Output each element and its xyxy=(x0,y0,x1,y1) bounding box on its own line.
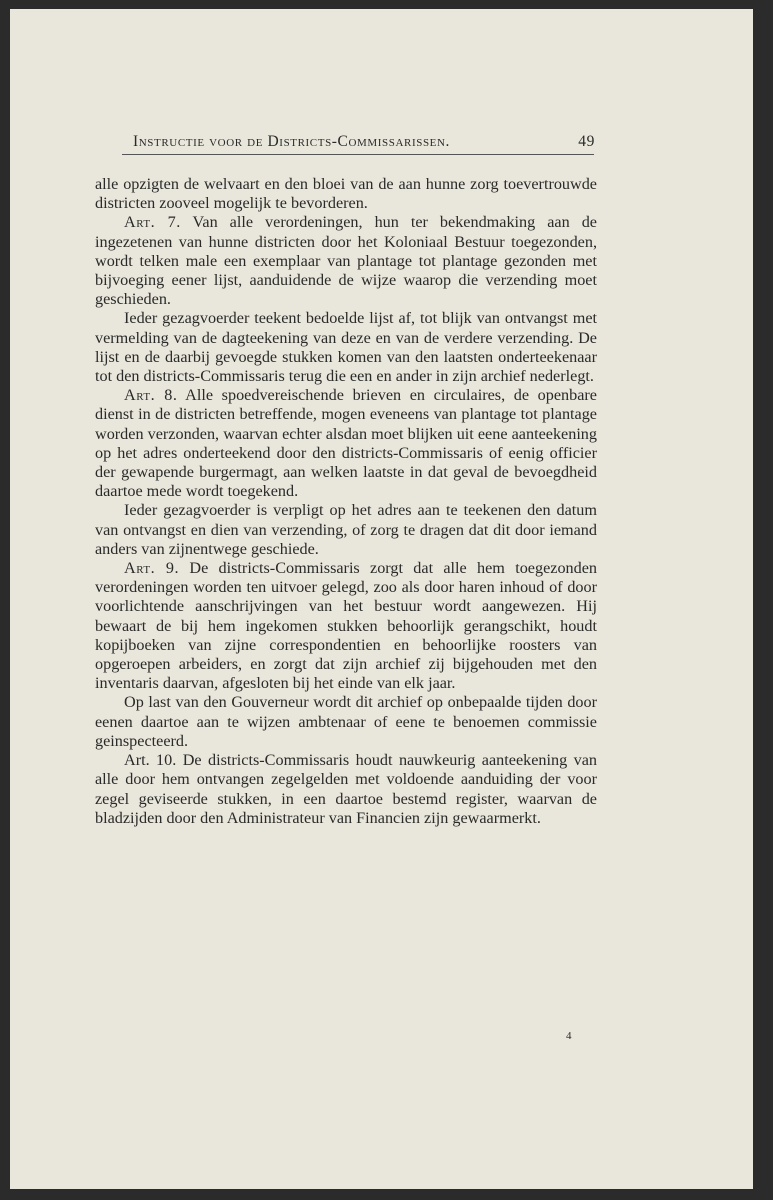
paragraph-art-7: Art. 7. Van alle verordeningen, hun ter bekendmaking aan de ingezetenen van hunne districten door het Koloniaal Bestuur toegezonden, wordt telken male een exemplaar van plantage tot plantage gezonden met bijvoeging eener lijst, aanduidende de wijze waarop die verzending moet geschieden. xyxy=(95,213,597,309)
document-page xyxy=(10,9,753,1189)
paragraph-continuation: alle opzigten de welvaart en den bloei van de aan hunne zorg toevertrouwde districten zooveel mogelijk te bevorderen. xyxy=(95,175,597,213)
signature-mark: 4 xyxy=(566,1030,572,1042)
running-header xyxy=(133,133,595,151)
article-label: Art. 8. xyxy=(124,386,178,405)
paragraph: Ieder gezagvoerder is verpligt op het adres aan te teekenen den datum van ontvangst en dien van verzending, of zorg te dragen dat dit door iemand anders van zijnentwege geschiede. xyxy=(95,501,597,558)
header-title: Instructie voor de Districts-Commissarissen. xyxy=(133,133,451,150)
header-rule xyxy=(122,154,594,155)
article-label: Art. 9. xyxy=(124,559,180,578)
body-text xyxy=(95,175,597,828)
article-label: Art. 7. xyxy=(124,213,181,232)
paragraph-art-9: Art. 9. De districts-Commissaris zorgt dat alle hem toegezonden verordeningen worden ten uitvoer gelegd, zoo als door haren inhoud of door voorlichtende aanschrijvingen van het bestuur wordt aangewezen. Hij bewaart de bij hem ingekomen stukken behoorlijk gerangschikt, houdt kopijboeken van zijne correspondentien en behoorlijke roosters van opgeroepen arbeiders, en zorgt dat zijn archief zij bijgehouden met den inventaris daarvan, afgesloten bij het einde van elk jaar. xyxy=(95,559,597,693)
article-label: Art. 10. xyxy=(124,751,177,770)
page-number: 49 xyxy=(578,133,595,150)
paragraph-art-8: Art. 8. Alle spoedvereischende brieven en circulaires, de openbare dienst in de districten betreffende, mogen eveneens van plantage tot plantage worden verzonden, waarvan echter alsdan moet blijken uit eene aanteekening op het adres onderteekend door den districts-Commissaris of eenig officier der gewapende burgermagt, aan welken laatste in dat geval de bevoegdheid daartoe mede wordt toegekend. xyxy=(95,386,597,501)
paragraph: Ieder gezagvoerder teekent bedoelde lijst af, tot blijk van ontvangst met vermelding van de dagteekening van deze en van de verdere verzending. De lijst en de daarbij gevoegde stukken komen van den laatsten onderteekenaar tot den districts-Commissaris terug die een en ander in zijn archief nederlegt. xyxy=(95,309,597,386)
paragraph-art-10: Art. 10. De districts-Commissaris houdt nauwkeurig aanteekening van alle door hem ontvangen zegelgelden met voldoende aanduiding der voor zegel geviseerde stukken, in een daartoe bestemd register, waarvan de bladzijden door den Administrateur van Financien zijn gewaarmerkt. xyxy=(95,751,597,827)
paragraph: Op last van den Gouverneur wordt dit archief op onbepaalde tijden door eenen daartoe aan te wijzen ambtenaar of eene te benoemen commissie geinspecteerd. xyxy=(95,693,597,750)
